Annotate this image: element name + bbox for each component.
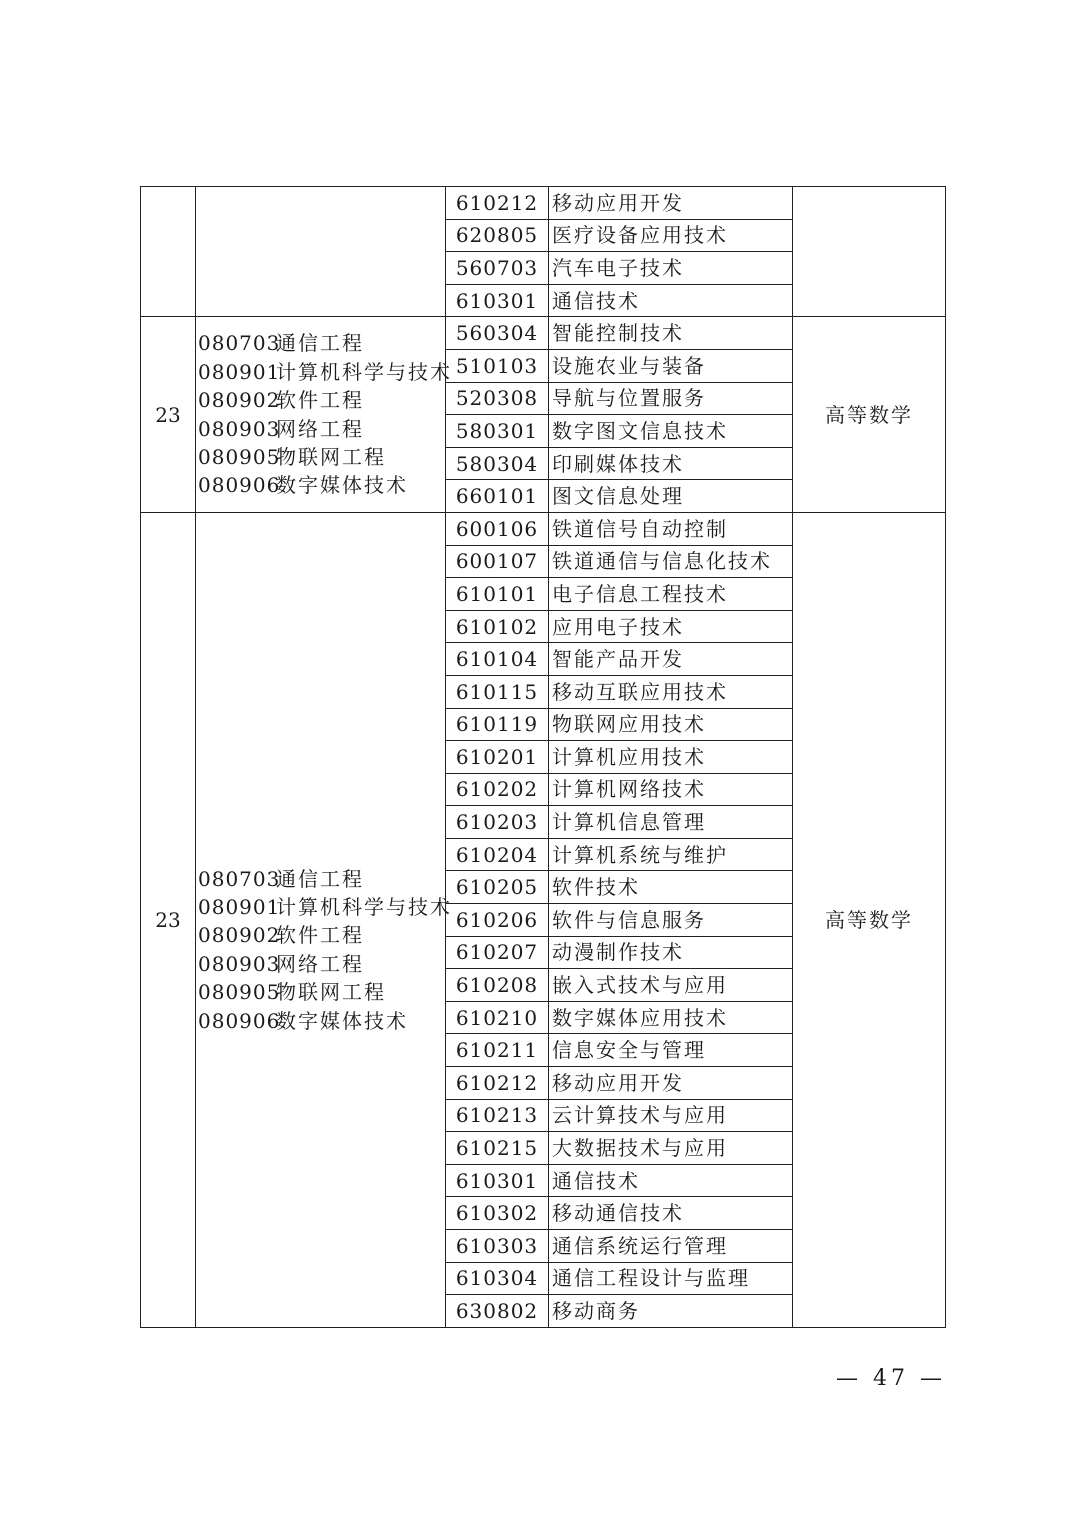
vocational-major-name: 软件技术 (549, 871, 793, 904)
undergrad-major-item (198, 978, 445, 1006)
vocational-major-code: 610301 (446, 1164, 549, 1197)
group-index-cell: 23 (141, 317, 196, 513)
vocational-major-code: 560703 (446, 252, 549, 285)
vocational-major-code: 610301 (446, 284, 549, 317)
undergrad-major-item (198, 415, 445, 443)
vocational-major-code: 620805 (446, 219, 549, 252)
vocational-major-code: 610207 (446, 936, 549, 969)
undergrad-major-code: 080905 (198, 980, 281, 1005)
undergrad-major-name: 数字媒体技术 (276, 1008, 408, 1033)
vocational-major-name: 设施农业与装备 (549, 349, 793, 382)
vocational-major-code: 610212 (446, 1067, 549, 1100)
undergrad-major-code: 080902 (198, 388, 281, 413)
vocational-major-code: 610208 (446, 969, 549, 1002)
vocational-major-name: 计算机应用技术 (549, 741, 793, 774)
vocational-major-code: 610104 (446, 643, 549, 676)
undergrad-major-item (198, 893, 452, 921)
vocational-major-name: 通信技术 (549, 284, 793, 317)
undergrad-major-name: 计算机科学与技术 (276, 359, 452, 384)
vocational-major-name: 移动应用开发 (549, 1067, 793, 1100)
vocational-major-code: 610213 (446, 1099, 549, 1132)
vocational-major-name: 通信系统运行管理 (549, 1230, 793, 1263)
vocational-major-name: 铁道信号自动控制 (549, 512, 793, 545)
undergrad-major-name: 通信工程 (276, 866, 364, 891)
vocational-major-code: 510103 (446, 349, 549, 382)
vocational-major-code: 610303 (446, 1230, 549, 1263)
vocational-major-name: 通信技术 (549, 1164, 793, 1197)
vocational-major-name: 数字图文信息技术 (549, 415, 793, 448)
vocational-major-name: 智能控制技术 (549, 317, 793, 350)
vocational-major-name: 云计算技术与应用 (549, 1099, 793, 1132)
vocational-major-name: 图文信息处理 (549, 480, 793, 513)
vocational-major-code: 610210 (446, 1001, 549, 1034)
vocational-major-code: 600107 (446, 545, 549, 578)
vocational-major-name: 数字媒体应用技术 (549, 1001, 793, 1034)
undergrad-major-code: 080901 (198, 359, 281, 384)
vocational-major-code: 610204 (446, 838, 549, 871)
undergrad-major-code: 080703 (198, 866, 281, 891)
table-body (141, 187, 946, 1328)
undergrad-major-item (198, 329, 445, 357)
vocational-major-code: 610119 (446, 708, 549, 741)
undergrad-major-name: 网络工程 (276, 416, 364, 441)
vocational-major-name: 应用电子技术 (549, 610, 793, 643)
vocational-major-name: 信息安全与管理 (549, 1034, 793, 1067)
vocational-major-code: 660101 (446, 480, 549, 513)
undergrad-major-item (198, 443, 445, 471)
undergrad-majors-cell (196, 187, 446, 317)
vocational-major-name: 汽车电子技术 (549, 252, 793, 285)
undergrad-major-name: 物联网工程 (276, 980, 386, 1005)
vocational-major-code: 630802 (446, 1295, 549, 1328)
vocational-major-code: 610201 (446, 741, 549, 774)
major-mapping-table (140, 186, 946, 1328)
undergrad-major-name: 计算机科学与技术 (276, 895, 452, 920)
vocational-major-code: 610215 (446, 1132, 549, 1165)
table-row (141, 187, 946, 220)
undergrad-major-code: 080903 (198, 951, 281, 976)
undergrad-major-name: 网络工程 (276, 951, 364, 976)
undergrad-major-code: 080905 (198, 445, 281, 470)
vocational-major-name: 导航与位置服务 (549, 382, 793, 415)
vocational-major-code: 610304 (446, 1262, 549, 1295)
undergrad-major-name: 通信工程 (276, 331, 364, 356)
undergrad-major-name: 软件工程 (276, 388, 364, 413)
vocational-major-code: 610202 (446, 773, 549, 806)
vocational-major-name: 智能产品开发 (549, 643, 793, 676)
undergrad-major-item (198, 358, 452, 386)
undergrad-major-code: 080906 (198, 1008, 281, 1033)
undergrad-major-item (198, 471, 445, 499)
vocational-major-name: 计算机网络技术 (549, 773, 793, 806)
group-index-cell (141, 187, 196, 317)
vocational-major-name: 移动互联应用技术 (549, 675, 793, 708)
table-row (141, 512, 946, 545)
vocational-major-code: 520308 (446, 382, 549, 415)
undergrad-major-item (198, 1007, 445, 1035)
table-row (141, 317, 946, 350)
undergrad-major-list (196, 805, 452, 1035)
vocational-major-name: 动漫制作技术 (549, 936, 793, 969)
vocational-major-name: 通信工程设计与监理 (549, 1262, 793, 1295)
vocational-major-code: 610302 (446, 1197, 549, 1230)
undergrad-major-item (198, 950, 445, 978)
vocational-major-name: 计算机信息管理 (549, 806, 793, 839)
exam-subject-cell (793, 187, 946, 317)
vocational-major-code: 560304 (446, 317, 549, 350)
vocational-major-name: 移动商务 (549, 1295, 793, 1328)
vocational-major-name: 电子信息工程技术 (549, 578, 793, 611)
vocational-major-name: 物联网应用技术 (549, 708, 793, 741)
vocational-major-code: 580301 (446, 415, 549, 448)
undergrad-majors-cell (196, 317, 452, 513)
undergrad-majors-cell (196, 512, 452, 1327)
vocational-major-name: 印刷媒体技术 (549, 447, 793, 480)
vocational-major-name: 移动通信技术 (549, 1197, 793, 1230)
undergrad-major-name: 物联网工程 (276, 445, 386, 470)
vocational-major-code: 580304 (446, 447, 549, 480)
vocational-major-name: 移动应用开发 (549, 187, 793, 220)
vocational-major-code: 610101 (446, 578, 549, 611)
vocational-major-code: 610205 (446, 871, 549, 904)
vocational-major-code: 610211 (446, 1034, 549, 1067)
vocational-major-code: 610203 (446, 806, 549, 839)
vocational-major-name: 大数据技术与应用 (549, 1132, 793, 1165)
undergrad-major-code: 080903 (198, 416, 281, 441)
undergrad-major-list (196, 329, 452, 499)
vocational-major-name: 软件与信息服务 (549, 904, 793, 937)
vocational-major-name: 计算机系统与维护 (549, 838, 793, 871)
undergrad-major-code: 080703 (198, 331, 281, 356)
vocational-major-name: 嵌入式技术与应用 (549, 969, 793, 1002)
undergrad-major-name: 软件工程 (276, 923, 364, 948)
exam-subject-cell: 高等数学 (793, 317, 946, 513)
vocational-major-code: 610115 (446, 675, 549, 708)
undergrad-major-code: 080901 (198, 895, 281, 920)
undergrad-major-item (198, 921, 445, 949)
group-index-cell: 23 (141, 512, 196, 1327)
exam-subject-cell: 高等数学 (793, 512, 946, 1327)
undergrad-major-code: 080906 (198, 473, 281, 498)
undergrad-major-item (198, 865, 445, 893)
vocational-major-code: 610212 (446, 187, 549, 220)
vocational-major-code: 600106 (446, 512, 549, 545)
undergrad-major-name: 数字媒体技术 (276, 473, 408, 498)
undergrad-major-item (198, 386, 445, 414)
vocational-major-name: 铁道通信与信息化技术 (549, 545, 793, 578)
undergrad-major-code: 080902 (198, 923, 281, 948)
vocational-major-name: 医疗设备应用技术 (549, 219, 793, 252)
vocational-major-code: 610102 (446, 610, 549, 643)
page-number: — 47 — (836, 1366, 946, 1391)
vocational-major-code: 610206 (446, 904, 549, 937)
